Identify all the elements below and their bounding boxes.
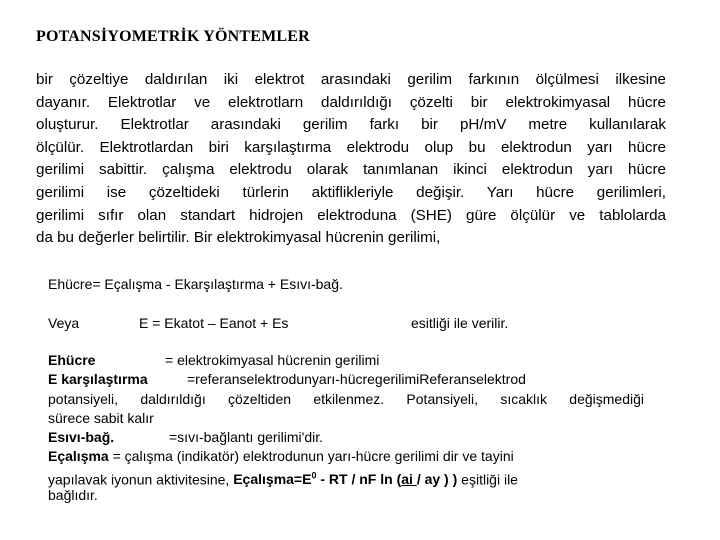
definition-esivi xyxy=(48,428,668,447)
paragraph-line: gerilimi ise çözeltideki türlerin aktiflikleriyle değişir. Yarı hücre gerilimleri, xyxy=(36,183,666,201)
definition-ekarsilastirma xyxy=(48,370,668,389)
intro-paragraph xyxy=(36,69,666,250)
desc-ekarsilastirma-cont1: potansiyeli, daldırıldığı çözeltiden etkilenmez. Potansiyeli, sıcaklık değişmediği xyxy=(48,390,644,407)
term-esivi: Esıvı-bağ. xyxy=(48,429,115,446)
definition-ehucre xyxy=(48,351,668,370)
cell-potential-equation: Ehücre= Eçalışma - Ekarşılaştırma + Esıvı-bağ. xyxy=(48,276,343,292)
desc-ecalisma-cont: yapılavak iyonun aktivitesine, xyxy=(48,471,234,488)
paragraph-line: gerilimi sabittir. çalışma elektrodu olarak tanımlanan ikinci elektrodun yarı hücre xyxy=(36,161,666,179)
formula-part-b: - RT / nF ln ( xyxy=(316,471,402,488)
definition-ecalisma xyxy=(48,447,668,466)
formula-ai: ai xyxy=(401,471,417,488)
paragraph-line: gerilimi sıfır olan standart hidrojen elektroduna (SHE) güre ölçülür ve tablolarda xyxy=(36,206,666,224)
alternative-equation: E = Ekatot – Eanot + Es xyxy=(139,315,289,331)
page-title: POTANSİYOMETRİK YÖNTEMLER xyxy=(36,28,310,45)
paragraph-line: da bu değerler belirtilir. Bir elektrokimyasal hücrenin gerilimi, xyxy=(36,229,441,247)
paragraph-line: ölçülür. Elektrotlardan biri karşılaştırma elektrodu olup bu elektrodun yarı hücre xyxy=(36,138,666,156)
formula-part-c: / ay ) ) xyxy=(416,471,458,488)
desc-ehucre: = elektrokimyasal hücrenin gerilimi xyxy=(165,352,380,368)
desc-ecalisma-cont2: bağlıdır. xyxy=(48,487,98,504)
alternative-equation-row xyxy=(48,315,668,333)
definition-ekarsilastirma-cont2 xyxy=(48,409,668,428)
definition-ecalisma-formula xyxy=(48,467,668,486)
definition-ekarsilastirma-cont xyxy=(48,390,668,409)
definitions-block xyxy=(48,351,668,505)
paragraph-line: oluşturur. Elektrotlar arasındaki gerilim farkı bir pH/mV metre kullanılarak xyxy=(36,116,666,134)
desc-ekarsilastirma-cont2: sürece sabit kalır xyxy=(48,409,154,426)
veya-label: Veya xyxy=(48,315,80,331)
desc-ecalisma: = çalışma (indikatör) elektrodunun yarı-hücre gerilimi dir ve tayini xyxy=(108,448,514,465)
paragraph-line: dayanır. Elektrotlar ve elektrotlarn daldırıldığı çözelti bir elektrokimyasal hücre xyxy=(36,93,666,111)
definition-ecalisma-cont2 xyxy=(48,486,668,505)
term-ecalisma: Eçalışma xyxy=(48,448,109,465)
nernst-formula xyxy=(233,471,457,487)
formula-superscript: 0 xyxy=(311,470,317,481)
desc-esivi: =sıvı-bağlantı gerilimi'dir. xyxy=(169,429,324,446)
desc-ekarsilastirma: =referanselektrodunyarı-hücregerilimiReferanselektrod xyxy=(187,371,526,388)
formula-part-a: Eçalışma=E xyxy=(233,471,312,488)
paragraph-line: bir çözeltiye daldırılan iki elektrot arasındaki gerilim farkının ölçülmesi ilkesine xyxy=(36,71,666,88)
term-ekarsilastirma: E karşılaştırma xyxy=(48,371,148,388)
desc-ecalisma-tail: eşitliği ile xyxy=(457,471,518,488)
term-ehucre: Ehücre xyxy=(48,352,96,368)
alternative-equation-suffix: esitliği ile verilir. xyxy=(411,315,509,331)
